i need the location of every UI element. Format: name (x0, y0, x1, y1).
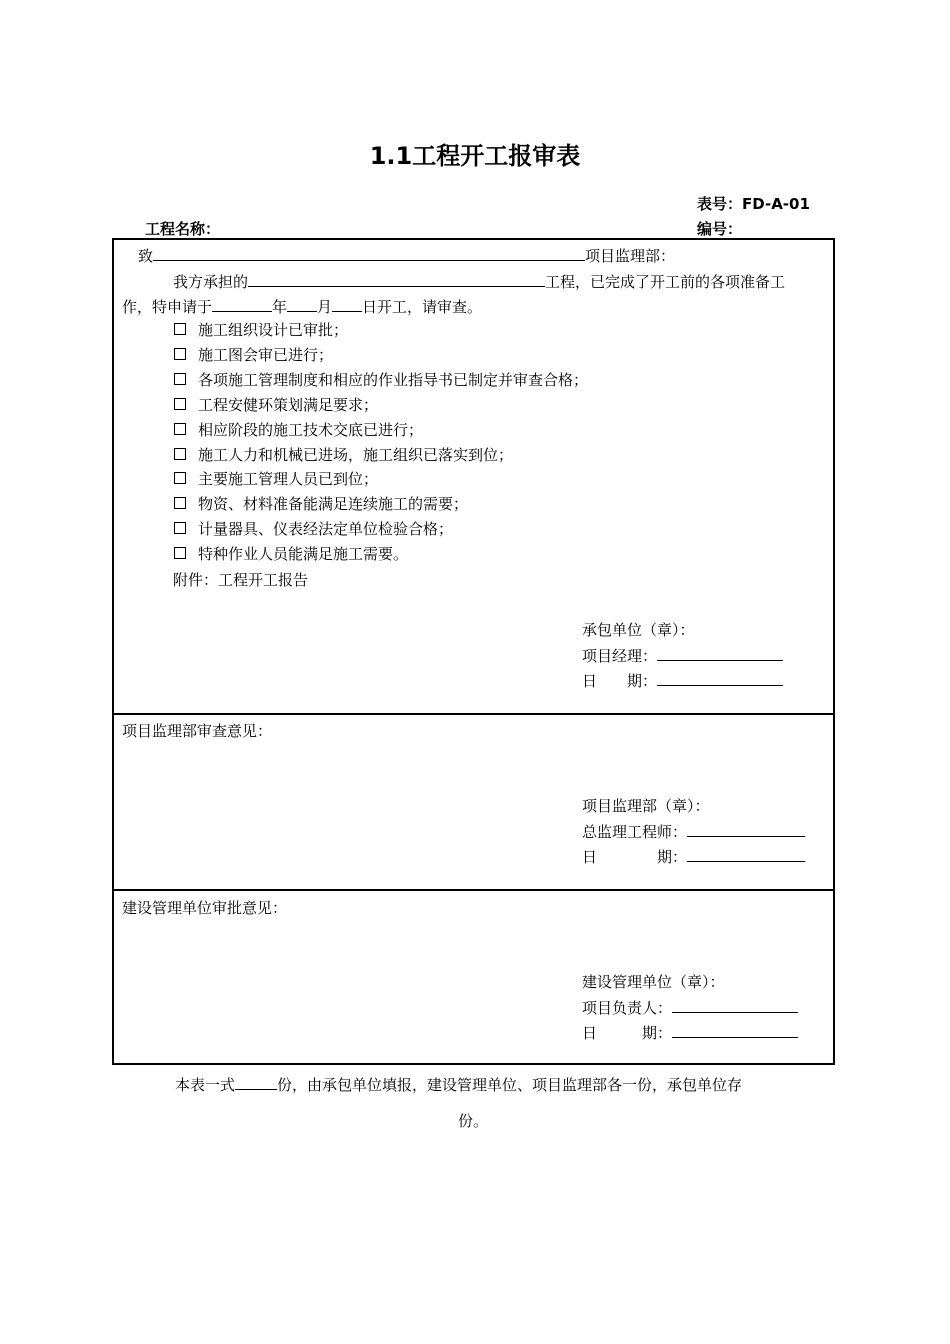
day-suffix: 日开工，请审查。 (362, 298, 483, 316)
para-prefix: 我方承担的 (173, 273, 249, 291)
checklist-item-label: 各项施工管理制度和相应的作业指导书已制定并审查合格； (198, 370, 589, 389)
supervision-opinion-heading: 项目监理部审查意见： (122, 722, 273, 740)
footer-suffix: 份，由承包单位填报，建设管理单位、项目监理部各一份，承包单位存 (277, 1076, 743, 1094)
chief-engineer-blank[interactable] (687, 820, 805, 837)
checkbox[interactable] (174, 522, 186, 534)
supervision-date-blank[interactable] (687, 845, 805, 862)
contractor-seal: 承包单位（章）： (582, 621, 695, 639)
page-title: 1.1工程开工报审表 (369, 142, 581, 170)
footer-note-line1 (175, 1073, 742, 1095)
to-prefix: 致 (138, 247, 154, 265)
checklist-item-label: 物资、材料准备能满足连续施工的需要； (198, 495, 469, 514)
checklist-item (174, 319, 348, 340)
checklist-item (174, 493, 468, 514)
para-mid: 工程，已完成了开工前的各项准备工 (545, 273, 786, 291)
checklist-item (174, 419, 423, 440)
project-lead-line (582, 996, 798, 1018)
contractor-date-label: 日 期： (582, 672, 658, 690)
checklist-item (174, 518, 453, 539)
day-blank[interactable] (332, 295, 362, 312)
contractor-date-blank[interactable] (657, 669, 783, 686)
checklist-item-label: 施工组织设计已审批； (198, 321, 349, 339)
month-label: 月 (317, 298, 333, 316)
project-lead-blank[interactable] (672, 996, 798, 1013)
supervision-seal: 项目监理部（章）： (582, 797, 710, 815)
contractor-date-line (582, 669, 783, 691)
owner-date-label: 日 期： (582, 1024, 673, 1042)
checklist-item (174, 344, 333, 365)
checkbox[interactable] (174, 547, 186, 559)
checklist-item-label: 主要施工管理人员已到位； (198, 470, 379, 489)
supervision-date-line (582, 845, 805, 867)
request-paragraph-line2 (122, 295, 482, 317)
year-blank[interactable] (212, 295, 272, 312)
section-divider (112, 889, 835, 891)
checklist-item (174, 369, 588, 390)
project-manager-label: 项目经理： (582, 647, 658, 665)
to-suffix: 项目监理部： (585, 247, 676, 265)
owner-seal: 建设管理单位（章）： (582, 973, 725, 991)
month-blank[interactable] (287, 295, 317, 312)
owner-date-line (582, 1021, 798, 1043)
checklist-item-label: 施工人力和机械已进场，施工组织已落实到位； (198, 445, 514, 464)
checklist-item (174, 394, 378, 415)
checklist-item (174, 468, 378, 489)
form-number: 表号：FD-A-01 (697, 195, 810, 213)
checklist-item-label: 相应阶段的施工技术交底已进行； (198, 420, 424, 439)
project-manager-blank[interactable] (657, 644, 783, 661)
checkbox[interactable] (174, 323, 186, 335)
project-blank[interactable] (248, 270, 545, 287)
checklist-item-label: 工程安健环策划满足要求； (198, 395, 379, 414)
copies-blank[interactable] (235, 1073, 277, 1090)
attachment: 附件：工程开工报告 (173, 571, 309, 589)
checkbox[interactable] (174, 472, 186, 484)
checklist-item-label: 计量器具、仪表经法定单位检验合格； (198, 520, 454, 539)
checkbox[interactable] (174, 373, 186, 385)
checkbox[interactable] (174, 423, 186, 435)
chief-engineer-label: 总监理工程师： (582, 823, 688, 841)
checklist-item (174, 543, 408, 564)
request-paragraph-line1 (173, 270, 785, 292)
checklist-item-label: 施工图会审已进行； (198, 345, 334, 364)
chief-engineer-line (582, 820, 805, 842)
para-line2-prefix: 作，特申请于 (122, 298, 213, 316)
year-label: 年 (272, 298, 288, 316)
checkbox[interactable] (174, 348, 186, 360)
checklist-item (174, 444, 513, 465)
footer-note-line2: 份。 (458, 1112, 489, 1130)
serial-number-label: 编号： (697, 220, 743, 238)
project-manager-line (582, 644, 783, 666)
supervision-date-label: 日 期： (582, 848, 688, 866)
section-divider (112, 713, 835, 715)
checklist-item-label: 特种作业人员能满足施工需要。 (198, 545, 409, 564)
addressee-line (138, 244, 675, 266)
checkbox[interactable] (174, 448, 186, 460)
project-lead-label: 项目负责人： (582, 999, 673, 1017)
owner-date-blank[interactable] (672, 1021, 798, 1038)
project-name-label: 工程名称： (145, 220, 221, 238)
owner-opinion-heading: 建设管理单位审批意见： (122, 899, 288, 917)
footer-prefix: 本表一式 (175, 1076, 236, 1094)
supervision-dept-blank[interactable] (153, 244, 585, 261)
checkbox[interactable] (174, 398, 186, 410)
checkbox[interactable] (174, 497, 186, 509)
